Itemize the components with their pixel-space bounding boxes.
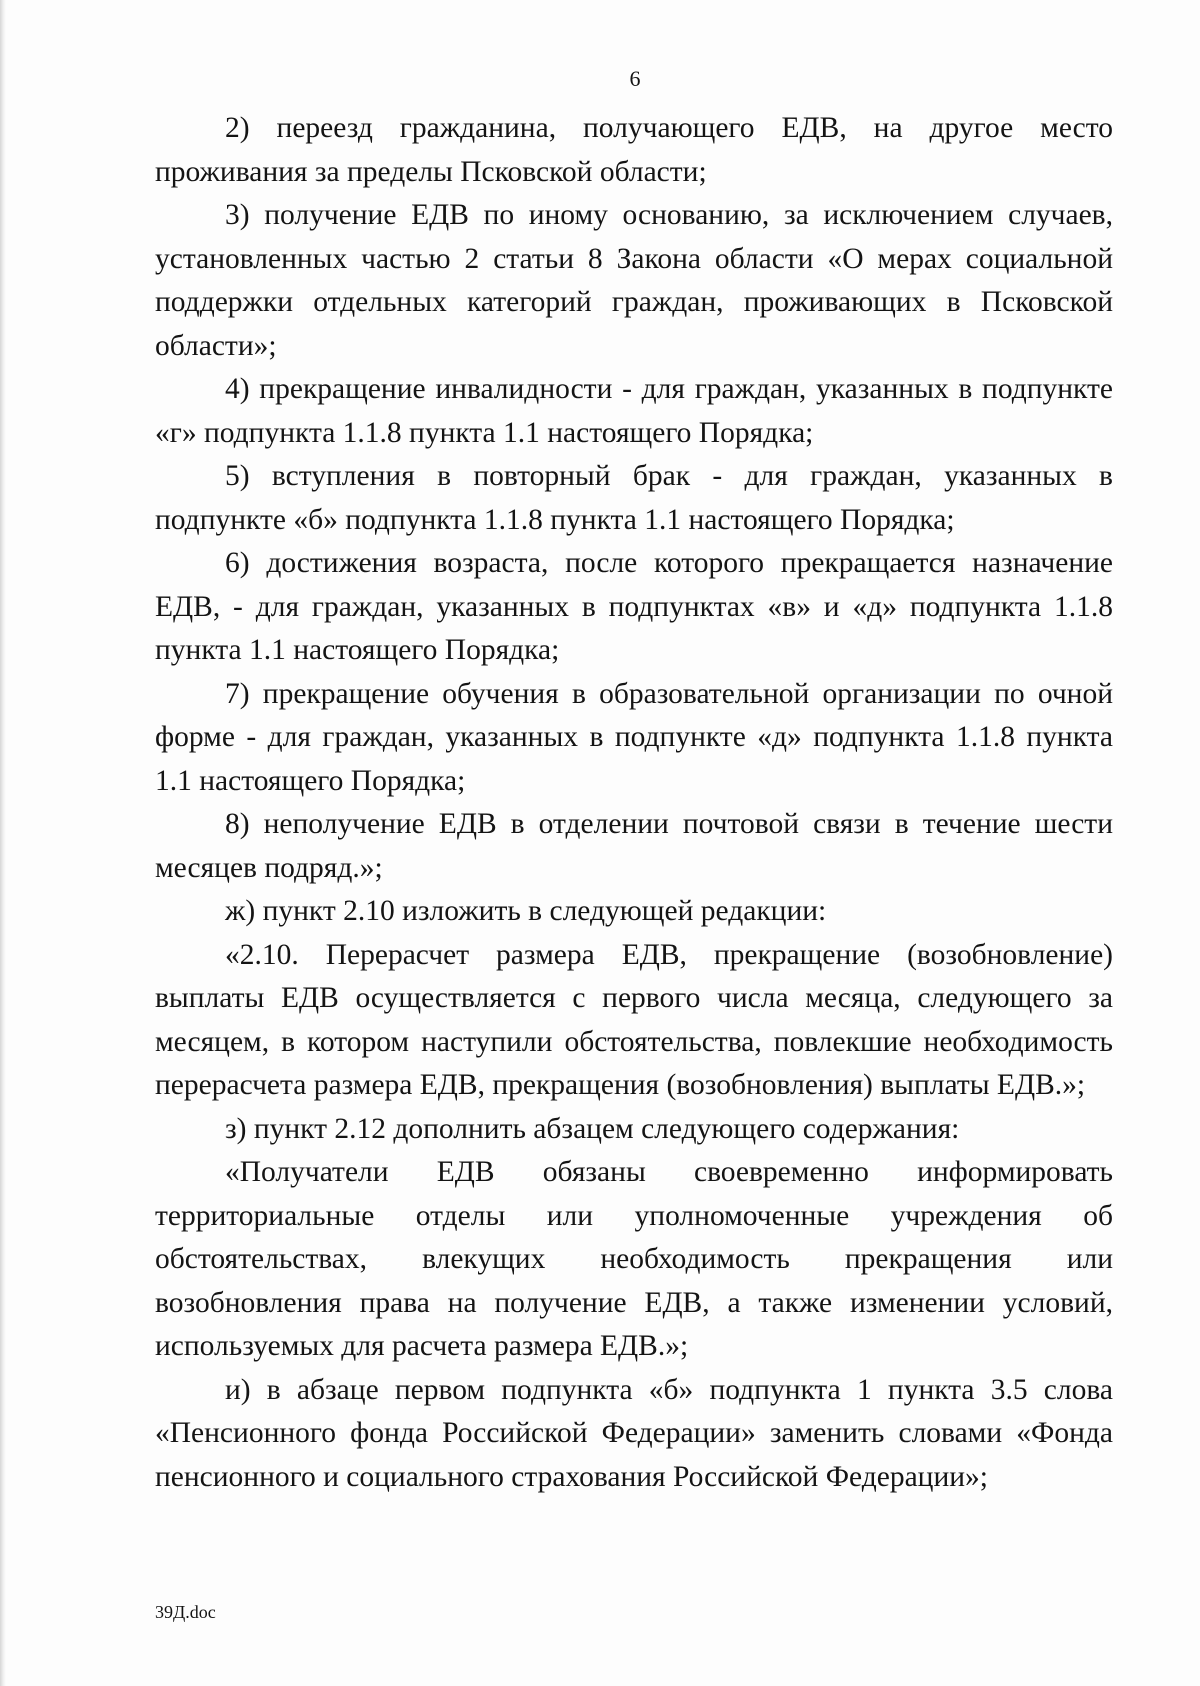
paragraph-item-7: 7) прекращение обучения в образовательной организации по очной форме - для граждан, указанных в подпункте «д» подпункта 1.1.8 пункта 1.1 настоящего Порядка;	[155, 677, 1113, 797]
paragraph-recipients-obligation: «Получатели ЕДВ обязаны своевременно информировать территориальные отделы или уполномоченные учреждения об обстоятельствах, влекущих необходимость прекращения или возобновления права на получение ЕДВ, а также изменении условий, используемых для расчета размера ЕДВ.»;	[155, 1156, 1113, 1362]
paragraph-item-4: 4) прекращение инвалидности - для граждан, указанных в подпункте «г» подпункта 1.1.8 пункта 1.1 настоящего Порядка;	[155, 373, 1113, 449]
paragraph-item-2: 2) переезд гражданина, получающего ЕДВ, на другое место проживания за пределы Псковской области;	[155, 112, 1113, 188]
document-body	[155, 107, 1113, 1499]
paragraph-item-6: 6) достижения возраста, после которого прекращается назначение ЕДВ, - для граждан, указанных в подпунктах «в» и «д» подпункта 1.1.8 пункта 1.1 настоящего Порядка;	[155, 547, 1113, 666]
paragraph-amendment-zh: ж) пункт 2.10 изложить в следующей редакции:	[225, 895, 827, 927]
scan-edge	[0, 0, 6, 1686]
paragraph-amendment-z: з) пункт 2.12 дополнить абзацем следующего содержания:	[225, 1112, 960, 1145]
paragraph-amendment-i: и) в абзаце первом подпункта «б» подпункта 1 пункта 3.5 слова «Пенсионного фонда Российской Федерации» заменить словами «Фонда пенсионного и социального страхования Российской Федерации»;	[155, 1373, 1113, 1493]
paragraph-item-8: 8) неполучение ЕДВ в отделении почтовой связи в течение шести месяцев подряд.»;	[155, 808, 1113, 884]
page-number: 6	[629, 66, 641, 91]
paragraph-item-5: 5) вступления в повторный брак - для граждан, указанных в подпункте «б» подпункта 1.1.8 пункта 1.1 настоящего Порядка;	[155, 460, 1113, 536]
footer-filename: 39Д.doc	[155, 1602, 216, 1622]
paragraph-item-3: 3) получение ЕДВ по иному основанию, за исключением случаев, установленных частью 2 статьи 8 Закона области «О мерах социальной поддержки отдельных категорий граждан, проживающих в Псковской области»;	[155, 199, 1113, 362]
paragraph-clause-2-10: «2.10. Перерасчет размера ЕДВ, прекращение (возобновление) выплаты ЕДВ осуществляется с первого числа месяца, следующего за месяцем, в котором наступили обстоятельства, повлекшие необходимость перерасчета размера ЕДВ, прекращения (возобновления) выплаты ЕДВ.»;	[155, 938, 1113, 1101]
